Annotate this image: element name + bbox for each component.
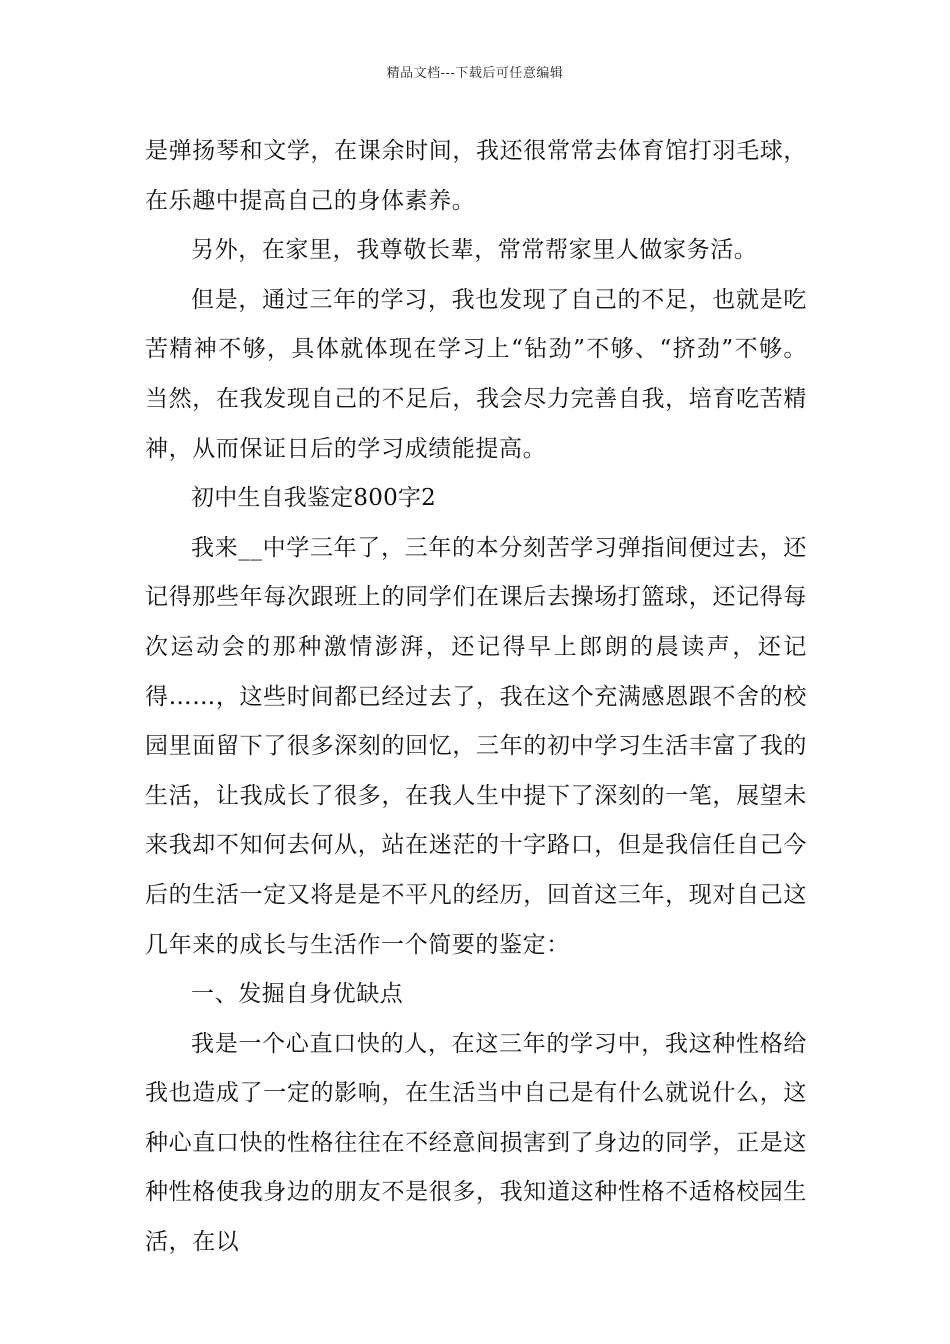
- page-header: 精品文档---下载后可任意编辑: [386, 66, 564, 81]
- paragraph-continuation: 是弹扬琴和文学，在课余时间，我还很常常去体育馆打羽毛球，在乐趣中提高自己的身体素养。: [145, 138, 807, 214]
- section-title: 初中生自我鉴定800字2: [191, 485, 436, 512]
- paragraph-personality: 我是一个心直口快的人，在这三年的学习中，我这种性格给我也造成了一定的影响，在生活当中自己是有什么就说什么，这种心直口快的性格往往在不经意间损害到了身边的同学，正是这种性格使我身边的朋友不是很多，我知道这种性格不适格校园生活，在以: [145, 1030, 807, 1256]
- paragraph-family: 另外，在家里，我尊敬长辈，常常帮家里人做家务活。: [191, 237, 758, 264]
- subheading: 一、发掘自身优缺点: [191, 981, 404, 1008]
- document-body: [145, 127, 807, 1268]
- paragraph-intro: 我来__中学三年了，三年的本分刻苦学习弹指间便过去，还记得那些年每次跟班上的同学们在课后去操场打篮球，还记得每次运动会的那种激情澎湃，还记得早上郎朗的晨读声，还记得……，这些时间都已经过去了，我在这个充满感恩跟不舍的校园里面留下了很多深刻的回忆，三年的初中学习生活丰富了我的生活，让我成长了很多，在我人生中提下了深刻的一笔，展望未来我却不知何去何从，站在迷茫的十字路口，但是我信任自己今后的生活一定又将是是不平凡的经历，回首这三年，现对自己这几年来的成长与生活作一个简要的鉴定：: [145, 534, 807, 958]
- paragraph-shortcomings: 但是，通过三年的学习，我也发现了自己的不足，也就是吃苦精神不够，具体就体现在学习上“钻劲”不够、“挤劲”不够。当然，在我发现自己的不足后，我会尽力完善自我，培育吃苦精神，从而保证日后的学习成绩能提高。: [145, 286, 807, 462]
